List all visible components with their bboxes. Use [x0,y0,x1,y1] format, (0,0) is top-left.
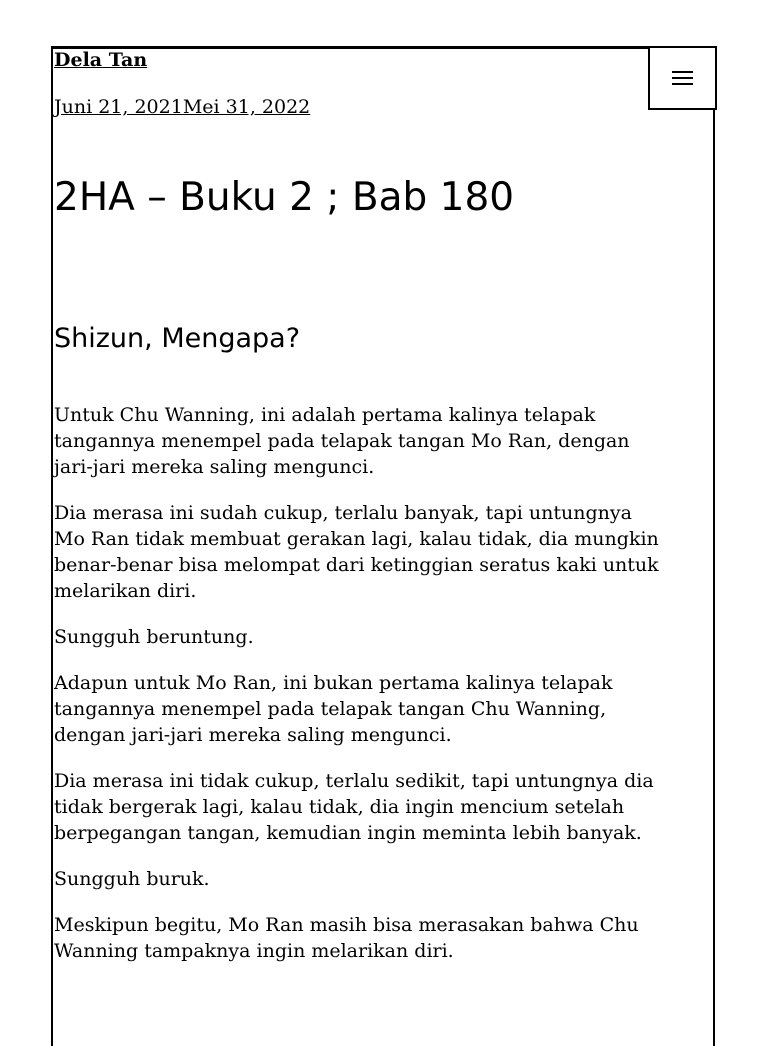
paragraph-line: Meskipun begitu, Mo Ran masih bisa merasakan bahwa Chu [54,914,639,936]
paragraph [54,500,714,604]
paragraph-line: dengan jari-jari mereka saling mengunci. [54,724,452,746]
paragraph [54,866,714,892]
paragraph-line: Mo Ran tidak membuat gerakan lagi, kalau tidak, dia mungkin [54,528,659,550]
paragraph-line: Sungguh beruntung. [54,626,254,648]
paragraph-line: Dia merasa ini sudah cukup, terlalu banyak, tapi untungnya [54,502,632,524]
paragraph-line: Adapun untuk Mo Ran, ini bukan pertama kalinya telapak [54,672,613,694]
paragraph-line: melarikan diri. [54,580,197,602]
hamburger-menu-icon [672,71,693,85]
post-dates [54,94,310,120]
paragraph-line: Untuk Chu Wanning, ini adalah pertama kalinya telapak [54,404,596,426]
paragraph-line: tangannya menempel pada telapak tangan Mo Ran, dengan [54,430,630,452]
paragraph-line: jari-jari mereka saling mengunci. [54,456,375,478]
paragraph [54,912,714,964]
paragraph-line: Sungguh buruk. [54,868,210,890]
paragraph [54,402,714,480]
paragraph [54,670,714,748]
paragraph-line: Wanning tampaknya ingin melarikan diri. [54,940,454,962]
chapter-subtitle: Shizun, Mengapa? [54,323,301,354]
paragraph [54,624,714,650]
published-date-link[interactable]: Juni 21, 2021 [54,96,183,118]
paragraph-line: tangannya menempel pada telapak tangan Chu Wanning, [54,698,607,720]
paragraph-line: berpegangan tangan, kemudian ingin meminta lebih banyak. [54,822,642,844]
updated-date-link[interactable]: Mei 31, 2022 [182,96,311,118]
paragraph-line: benar-benar bisa melompat dari ketinggian seratus kaki untuk [54,554,659,576]
post-content [54,402,714,984]
author-link[interactable]: Dela Tan [54,49,148,71]
paragraph-line: tidak bergerak lagi, kalau tidak, dia ingin mencium setelah [54,796,625,818]
menu-toggle-button[interactable] [648,46,717,110]
paragraph [54,768,714,846]
post-title: 2HA – Buku 2 ; Bab 180 [54,175,515,220]
paragraph-line: Dia merasa ini tidak cukup, terlalu sedikit, tapi untungnya dia [54,770,654,792]
